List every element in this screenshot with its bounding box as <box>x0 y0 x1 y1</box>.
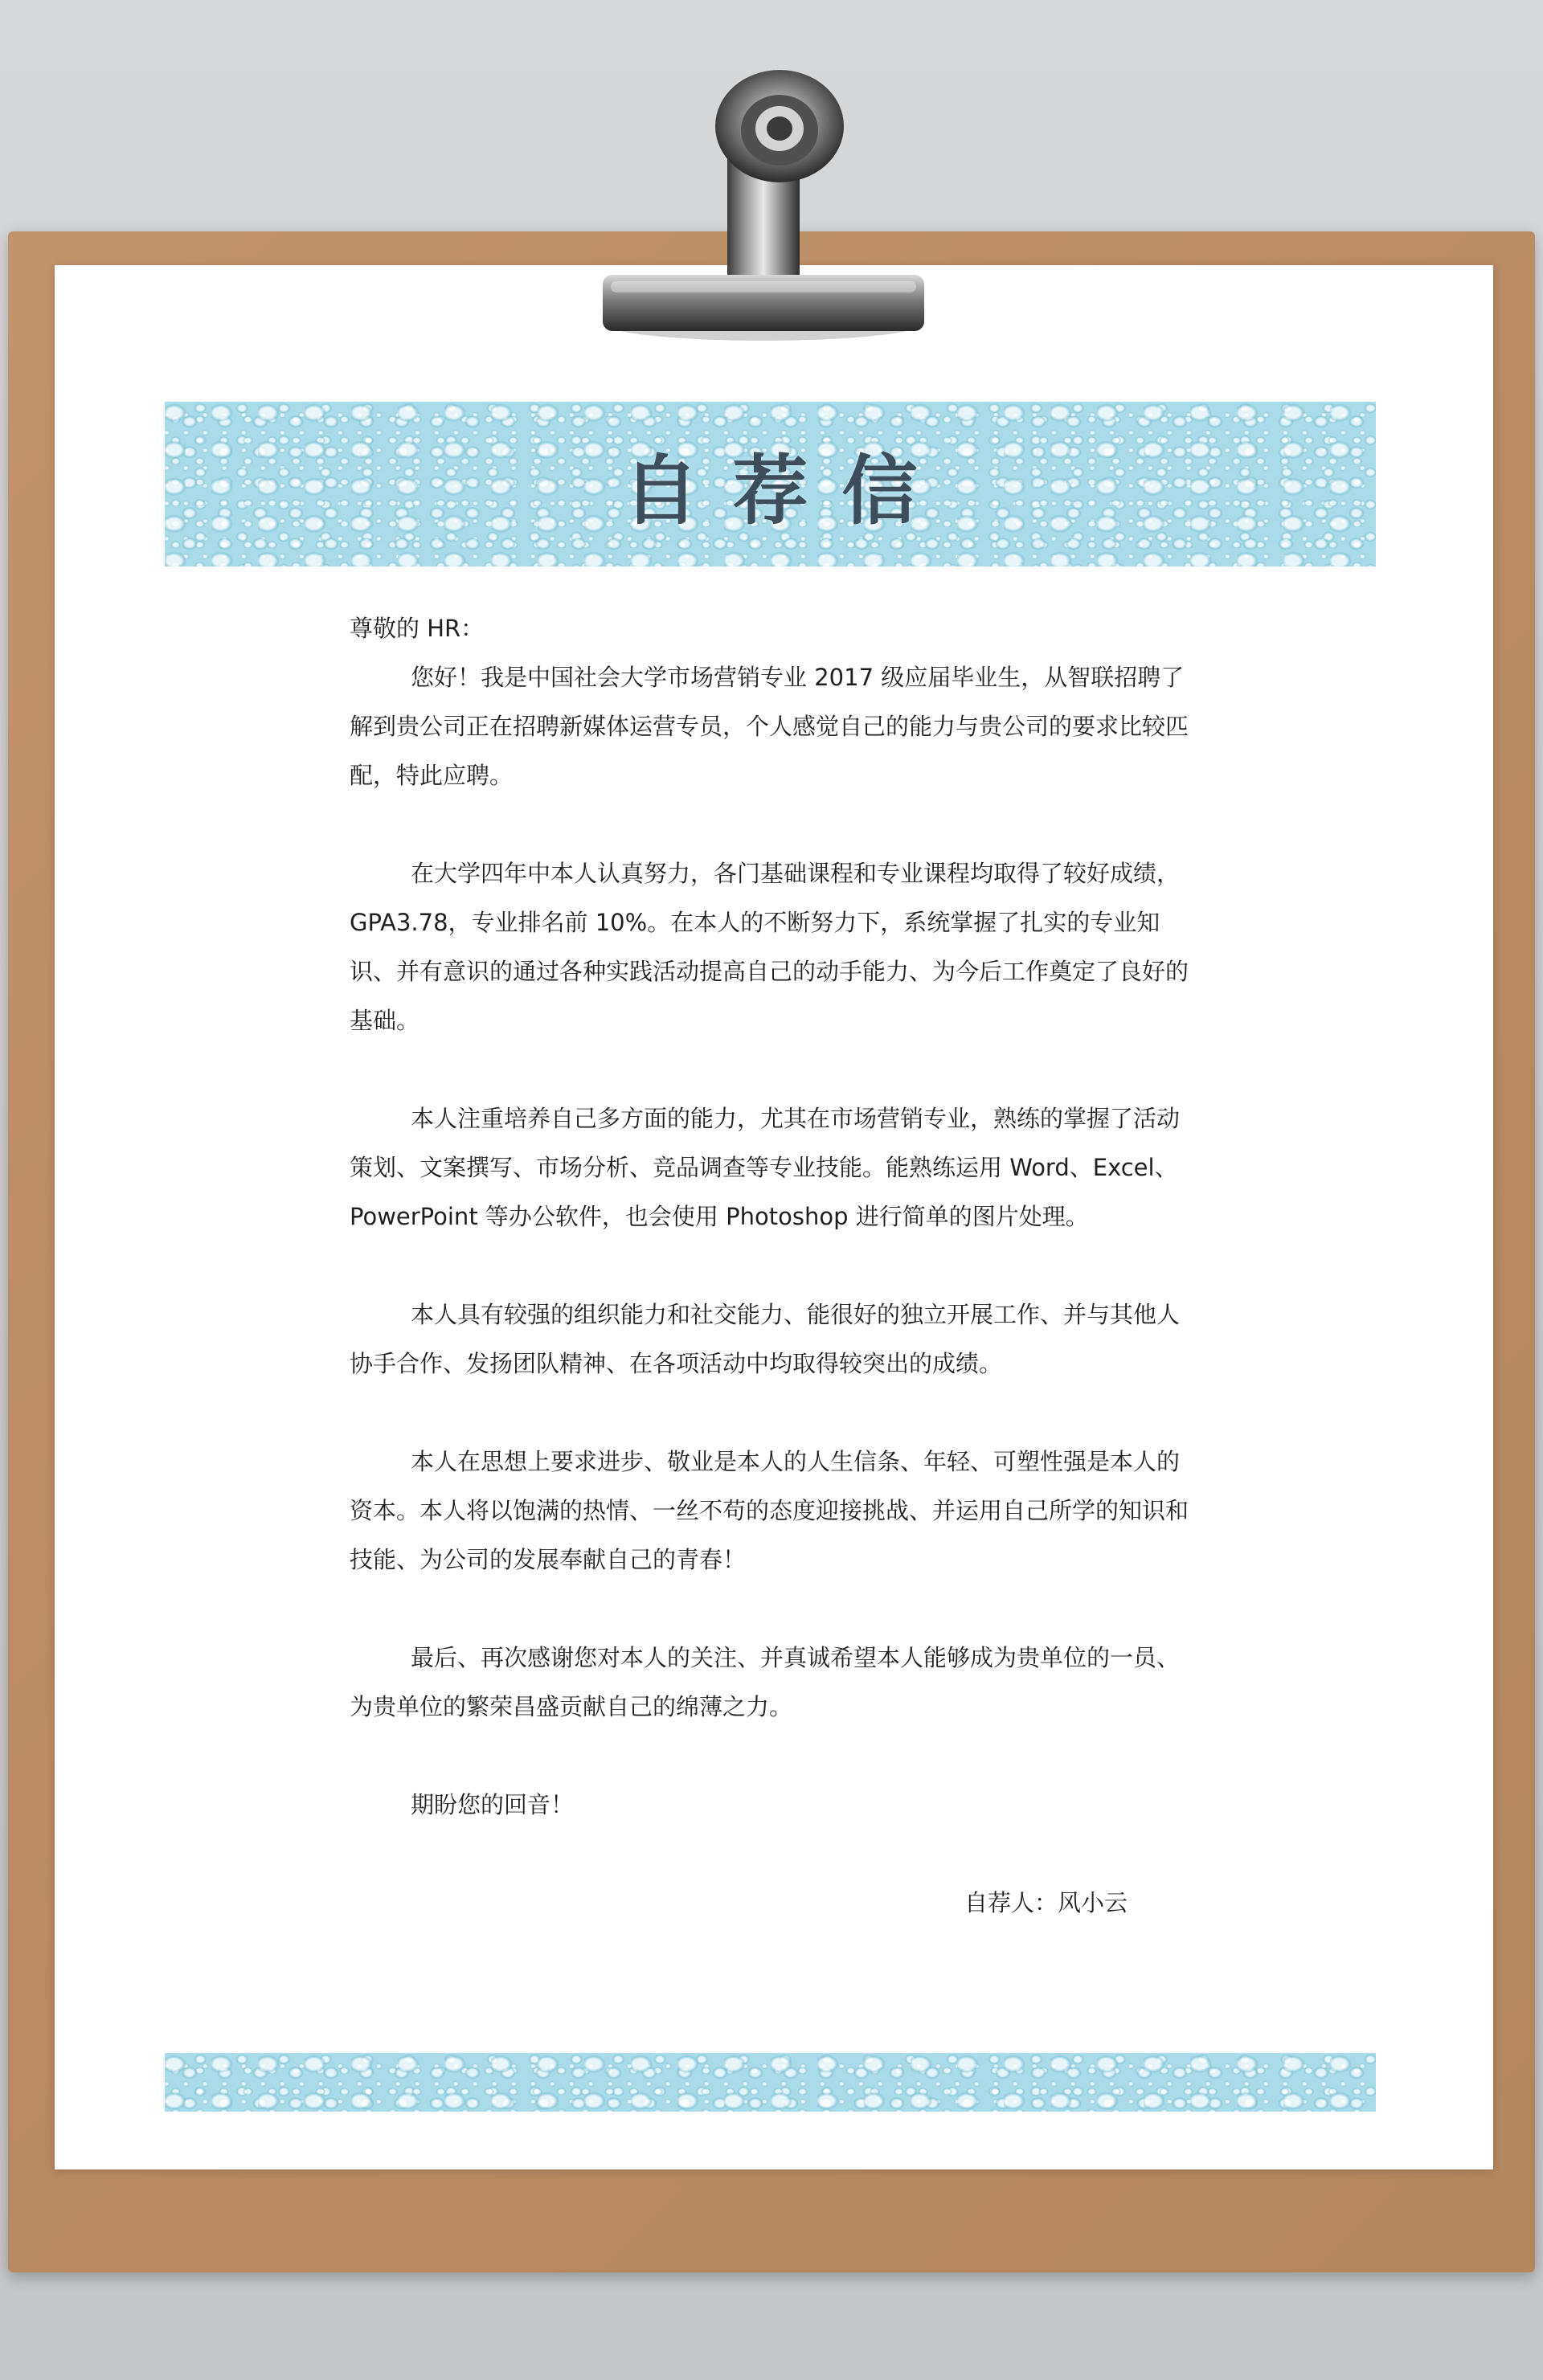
paragraph: 本人注重培养自己多方面的能力，尤其在市场营销专业，熟练的掌握了活动策划、文案撰写、市场分析、竞品调查等专业技能。能熟练运用 Word、Excel、PowerPoint 等办公软件，也会使用 Photoshop 进行简单的图片处理。 <box>350 1105 1181 1230</box>
footer-banner <box>165 2053 1376 2112</box>
paragraph: 您好！我是中国社会大学市场营销专业 2017 级应届毕业生，从智联招聘了解到贵公司正在招聘新媒体运营专员，个人感觉自己的能力与贵公司的要求比较匹配，特此应聘。 <box>350 664 1189 789</box>
closing-line: 期盼您的回音！ <box>411 1791 575 1818</box>
salutation: 尊敬的 HR： <box>350 615 485 642</box>
title-banner <box>165 402 1376 566</box>
paragraph: 最后、再次感谢您对本人的关注、并真诚希望本人能够成为贵单位的一员、为贵单位的繁荣昌盛贡献自己的绵薄之力。 <box>350 1644 1181 1720</box>
paragraph: 在大学四年中本人认真努力，各门基础课程和专业课程均取得了较好成绩，GPA3.78，专业排名前 10%。在本人的不断努力下，系统掌握了扎实的专业知识、并有意识的通过各种实践活动提高自己的动手能力、为今后工作奠定了良好的基础。 <box>350 860 1189 1034</box>
letter-body <box>350 604 1201 1928</box>
paragraph: 本人在思想上要求进步、敬业是本人的人生信条、年轻、可塑性强是本人的资本。本人将以饱满的热情、一丝不苟的态度迎接挑战、并运用自己所学的知识和技能、为公司的发展奉献自己的青春！ <box>350 1448 1189 1573</box>
binder-clip-icon <box>579 50 948 355</box>
signature: 自荐人：风小云 <box>964 1889 1128 1916</box>
document-title: 自荐信 <box>623 448 952 535</box>
paragraph: 本人具有较强的组织能力和社交能力、能很好的独立开展工作、并与其他人协手合作、发扬团队精神、在各项活动中均取得较突出的成绩。 <box>350 1301 1181 1377</box>
